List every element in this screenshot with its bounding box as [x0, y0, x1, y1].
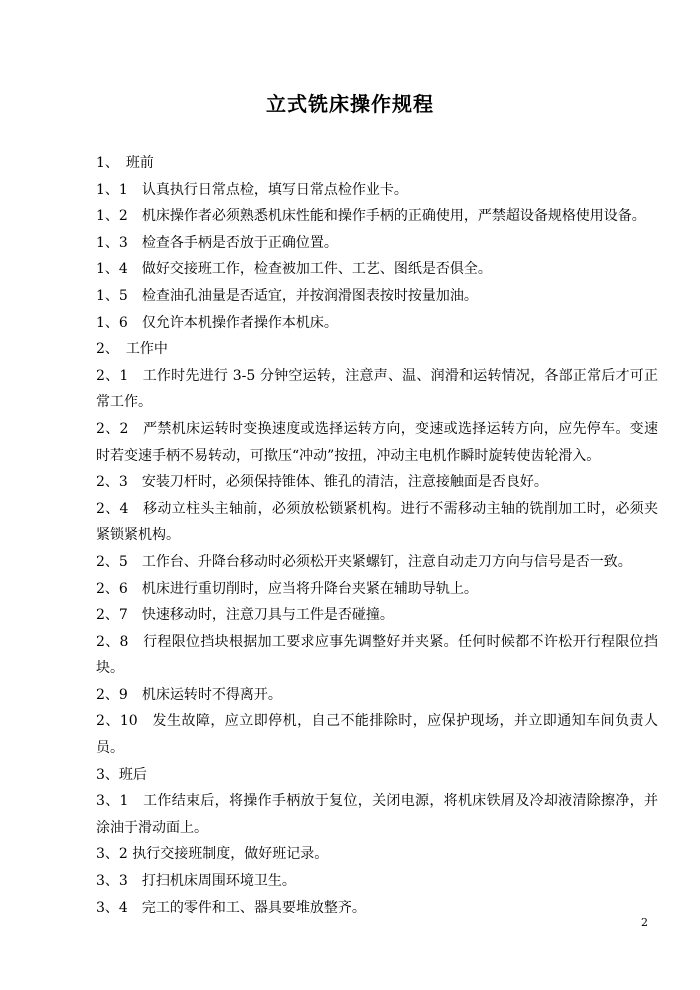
paragraph-2-1: 2、1 工作时先进行 3-5 分钟空运转，注意声、温、润滑和运转情况，各部正常后才可正常工作。	[96, 367, 658, 411]
paragraph-3-2: 3、2 执行交接班制度，做好班记录。	[96, 846, 329, 863]
paragraph-1-2: 1、2 机床操作者必须熟悉机床性能和操作手柄的正确使用，严禁超设备规格使用设备。	[96, 208, 646, 225]
paragraph-1-1: 1、1 认真执行日常点检，填写日常点检作业卡。	[96, 181, 408, 198]
paragraph-1-5: 1、5 检查油孔油量是否适宜，并按润滑图表按时按量加油。	[96, 287, 478, 304]
paragraph-2-6: 2、6 机床进行重切削时，应当将升降台夹紧在辅助导轨上。	[96, 580, 478, 597]
paragraph-2-5: 2、5 工作台、升降台移动时必须松开夹紧螺钉，注意自动走刀方向与信号是否一致。	[96, 553, 632, 570]
paragraph-2-3: 2、3 安装刀杆时，必须保持锥体、锥孔的清洁，注意接触面是否良好。	[96, 474, 548, 491]
paragraph-2-4: 2、4 移动立柱头主轴前，必须放松锁紧机构。进行不需移动主轴的铣削加工时，必须夹紧锁紧机构。	[96, 500, 658, 544]
paragraph-3-4: 3、4 完工的零件和工、器具要堆放整齐。	[96, 899, 366, 916]
paragraph-2-9: 2、9 机床运转时不得离开。	[96, 686, 282, 703]
page-number: 2	[641, 916, 648, 929]
document-body	[96, 150, 658, 921]
paragraph-section-3-heading: 3、班后	[96, 766, 147, 783]
paragraph-1-6: 1、6 仅允许本机操作者操作本机床。	[96, 314, 338, 331]
paragraph-2-2: 2、2 严禁机床运转时变换速度或选择运转方向，变速或选择运转方向，应先停车。变速时若变速手柄不易转动，可揿压“冲动”按扭，冲动主电机作瞬时旋转使齿轮滑入。	[96, 420, 658, 464]
paragraph-2-10: 2、10 发生故障，应立即停机，自己不能排除时，应保护现场，并立即通知车间负责人员。	[96, 713, 658, 757]
paragraph-3-3: 3、3 打扫机床周围环境卫生。	[96, 873, 296, 890]
paragraph-3-1: 3、1 工作结束后，将操作手柄放于复位，关闭电源，将机床铁屑及冷却液清除擦净，并涂油于滑动面上。	[96, 793, 658, 836]
paragraph-section-1-heading: 1、 班前	[96, 155, 154, 171]
paragraph-2-7: 2、7 快速移动时，注意刀具与工件是否碰撞。	[96, 607, 394, 624]
paragraph-1-3: 1、3 检查各手柄是否放于正确位置。	[96, 234, 338, 251]
document-title: 立式铣床操作规程	[266, 92, 434, 116]
paragraph-section-2-heading: 2、 工作中	[96, 341, 168, 358]
paragraph-2-8: 2、8 行程限位挡块根据加工要求应事先调整好并夹紧。任何时候都不许松开行程限位挡块。	[96, 633, 658, 677]
paragraph-1-4: 1、4 做好交接班工作，检查被加工件、工艺、图纸是否俱全。	[96, 261, 492, 278]
